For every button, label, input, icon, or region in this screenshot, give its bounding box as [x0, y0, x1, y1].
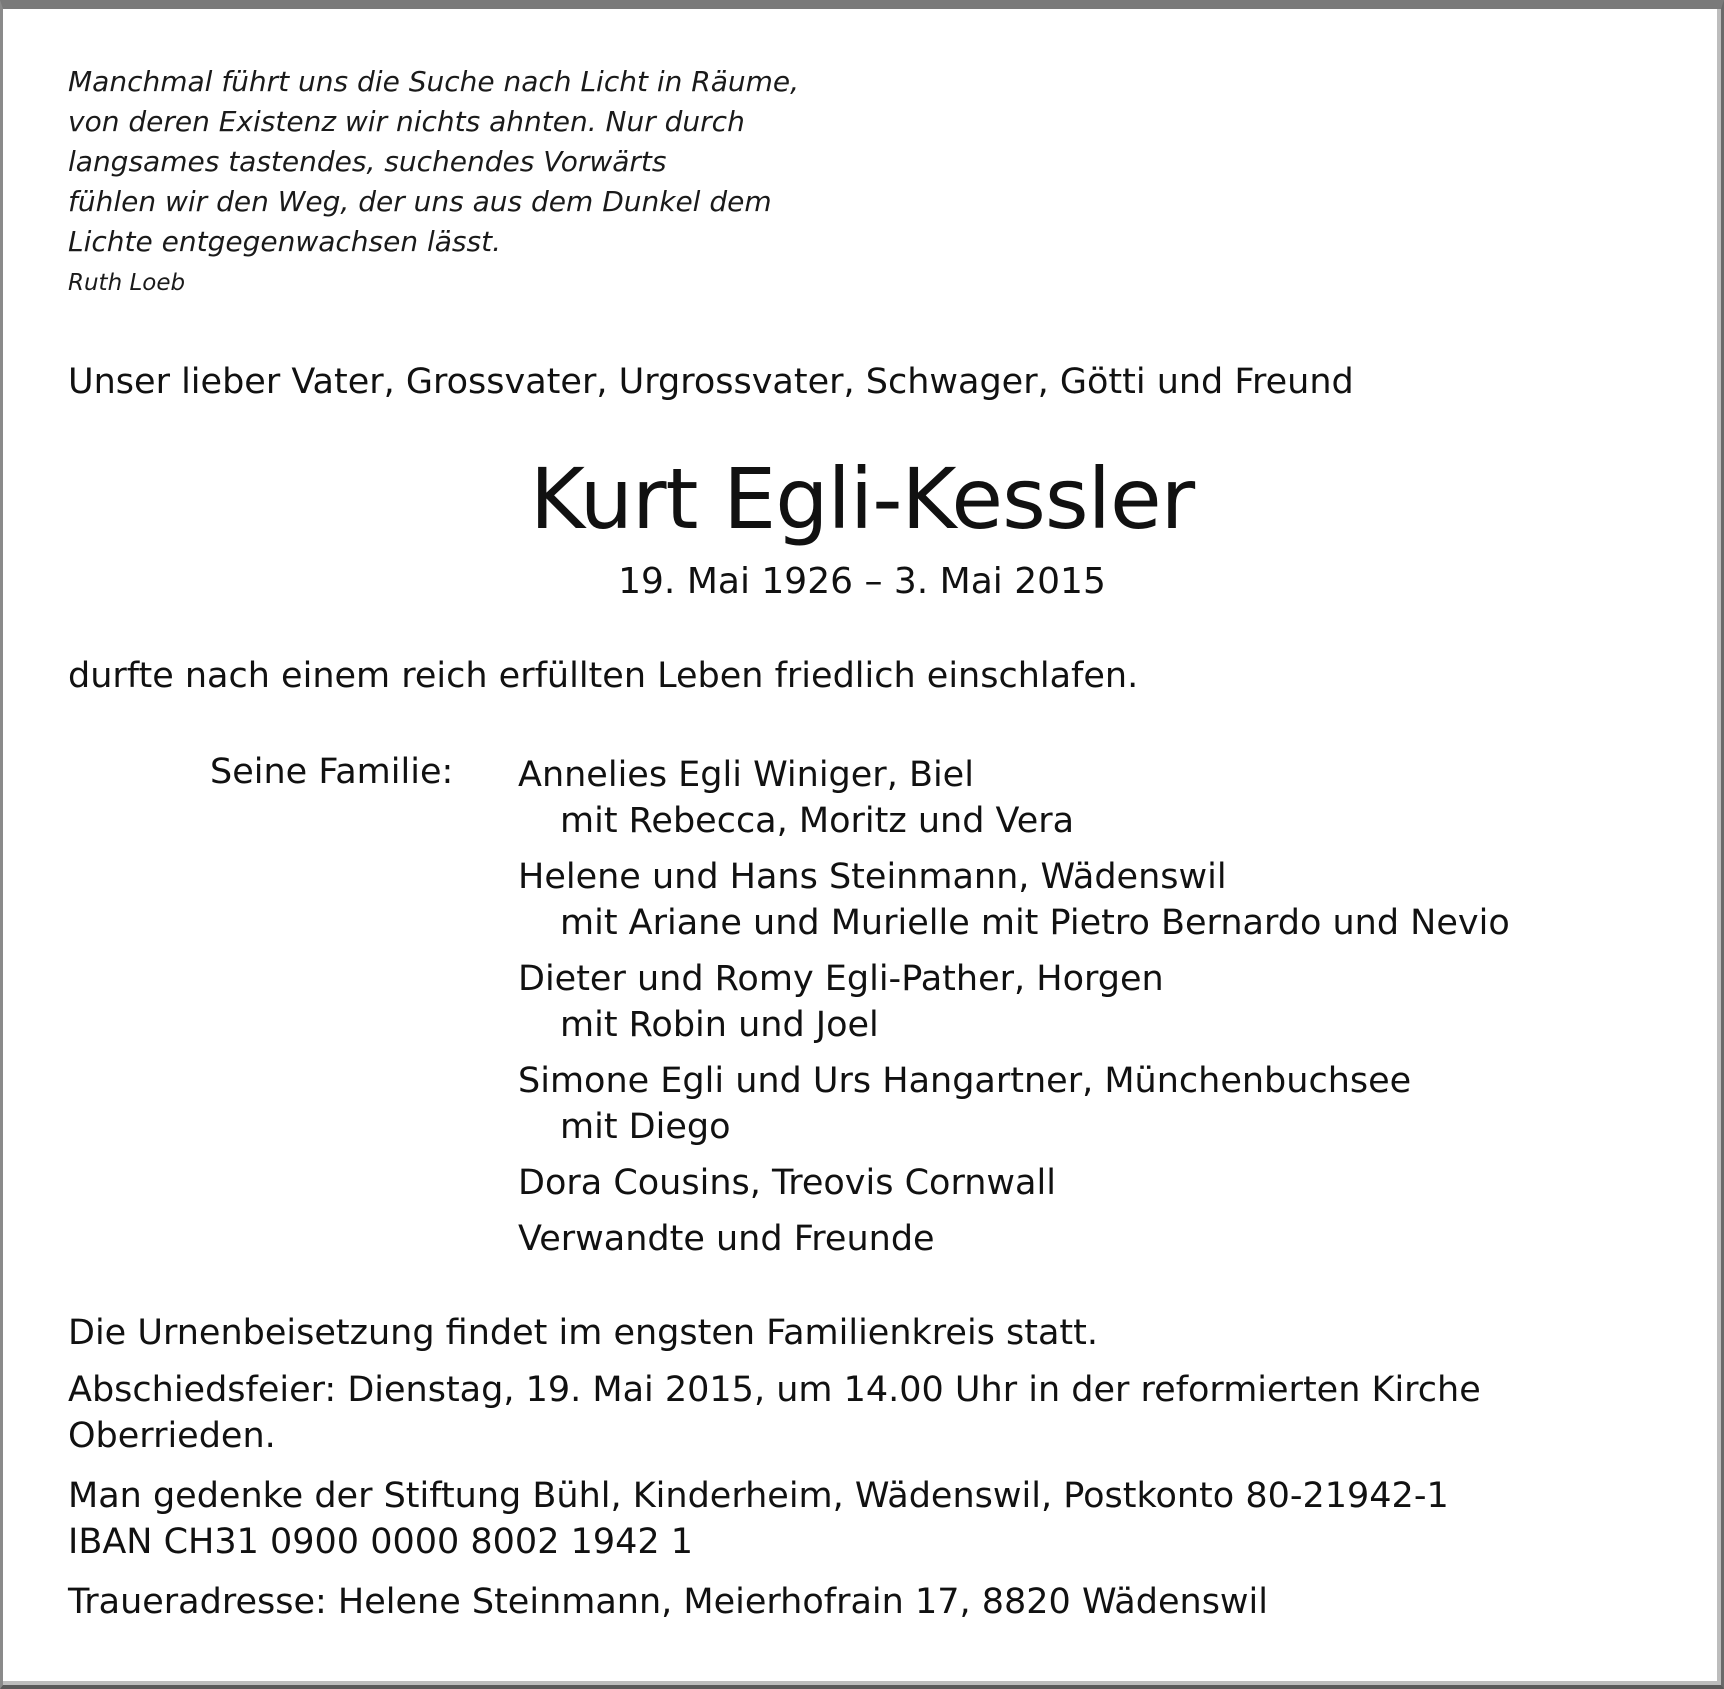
member-name: Verwandte und Freunde [518, 1219, 935, 1259]
family-member [518, 956, 1510, 1048]
farewell-note [68, 1367, 1481, 1459]
family-list [518, 752, 1510, 1272]
mourning-address: Traueradresse: Helene Steinmann, Meierhofrain 17, 8820 Wädenswil [68, 1582, 1268, 1622]
member-name: Simone Egli und Urs Hangartner, Münchenbuchsee [518, 1061, 1412, 1101]
member-name: Annelies Egli Winiger, Biel [518, 755, 974, 795]
poem-line: fühlen wir den Weg, der uns aus dem Dunkel dem [68, 185, 772, 218]
donation-note [68, 1473, 1449, 1565]
member-name: Dieter und Romy Egli-Pather, Horgen [518, 959, 1164, 999]
member-name: Helene und Hans Steinmann, Wädenswil [518, 857, 1227, 897]
poem-line: von deren Existenz wir nichts ahnten. Nur durch [68, 105, 745, 138]
poem-line: Manchmal führt uns die Suche nach Licht in Räume, [68, 65, 800, 98]
member-name: Dora Cousins, Treovis Cornwall [518, 1163, 1056, 1203]
donation-iban: IBAN CH31 0900 0000 8002 1942 1 [68, 1522, 694, 1562]
poem-line: langsames tastendes, suchendes Vorwärts [68, 145, 667, 178]
intro-text: Unser lieber Vater, Grossvater, Urgrossvater, Schwager, Götti und Freund [68, 362, 1354, 402]
poem-line: Lichte entgegenwachsen lässt. [68, 225, 501, 258]
farewell-line: Oberrieden. [68, 1416, 276, 1456]
family-member [518, 1216, 1510, 1262]
burial-note: Die Urnenbeisetzung findet im engsten Familienkreis statt. [68, 1313, 1099, 1353]
member-children: mit Robin und Joel [560, 1005, 879, 1045]
poem [68, 62, 799, 262]
family-label: Seine Familie: [210, 752, 454, 792]
deceased-name: Kurt Egli-Kessler [529, 450, 1195, 548]
family-member [518, 854, 1510, 946]
donation-line: Man gedenke der Stiftung Bühl, Kinderheim, Wädenswil, Postkonto 80-21942-1 [68, 1476, 1449, 1516]
member-children: mit Ariane und Murielle mit Pietro Bernardo und Nevio [560, 903, 1510, 943]
closing-text: durfte nach einem reich erfüllten Leben friedlich einschlafen. [68, 656, 1139, 696]
family-member [518, 1058, 1510, 1150]
member-children: mit Rebecca, Moritz und Vera [560, 801, 1075, 841]
life-dates: 19. Mai 1926 – 3. Mai 2015 [618, 561, 1106, 602]
poem-author: Ruth Loeb [68, 270, 186, 296]
farewell-line: Abschiedsfeier: Dienstag, 19. Mai 2015, um 14.00 Uhr in der reformierten Kirche [68, 1370, 1481, 1410]
member-children: mit Diego [560, 1107, 731, 1147]
family-member [518, 752, 1510, 844]
family-member [518, 1160, 1510, 1206]
